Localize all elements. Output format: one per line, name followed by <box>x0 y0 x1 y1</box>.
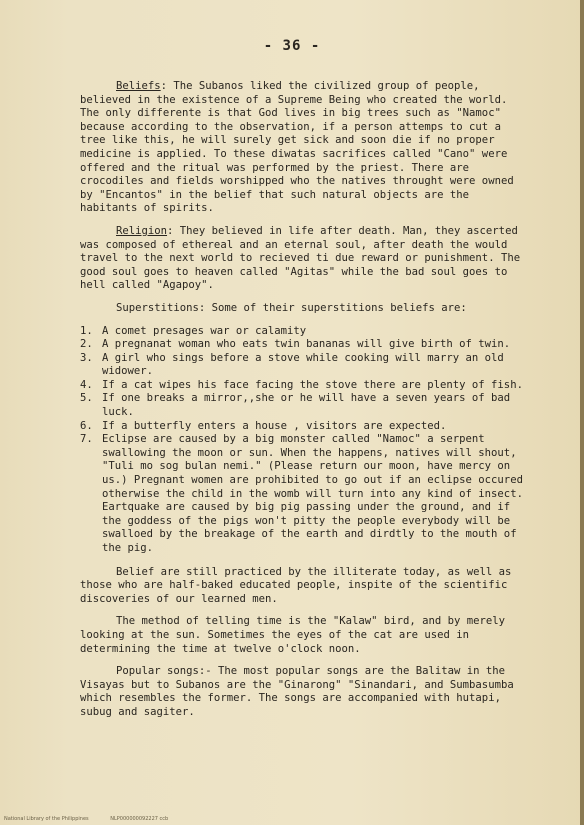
document-body <box>80 80 530 729</box>
list-item-number: 3. <box>80 351 93 364</box>
page-footer <box>4 816 188 822</box>
list-item-text: If a cat wipes his face facing the stove there are plenty of fish. <box>102 378 523 391</box>
list-item <box>80 338 530 352</box>
list-item <box>80 352 530 379</box>
list-item-number: 1. <box>80 324 93 337</box>
list-item-text: If one breaks a mirror,,she or he will have a seven years of bad luck. <box>102 392 511 419</box>
belief-practiced-paragraph: Belief are still practiced by the illiterate today, as well as those who are half-baked educated people, inspite of the scientific discoveries of our learned men. <box>80 565 518 605</box>
list-item-text: If a butterfly enters a house , visitors are expected. <box>102 419 447 432</box>
list-item-number: 2. <box>80 338 93 351</box>
list-item-number: 7. <box>80 433 93 446</box>
religion-paragraph <box>80 225 530 293</box>
list-item-number: 4. <box>80 378 93 391</box>
footer-record-id: NLP000000092227 ccb <box>110 816 169 822</box>
list-item-number: 6. <box>80 419 93 432</box>
footer-library-name: National Library of the Philippines <box>4 816 89 822</box>
beliefs-text: : The Subanos liked the civilized group of people, believed in the existence of a Supreme Being who created the world. The only differente is that God lives in big trees such as "Namoc" because according to the observation, if a person attemps to cut a tree like this, he will surely get sick and soon die if no proper medicine is applied. To these diwatas sacrifices called "Cano" were offered and the ritual was performed by the priest. There are crocodiles and fields worshipped who the natives throught were owned by "Encantos" in the belief that such natural objects are the habitants of spirits. <box>80 80 521 215</box>
beliefs-heading: Beliefs <box>116 80 161 92</box>
list-item-text: A comet presages war or calamity <box>102 324 307 337</box>
superstitions-list <box>80 325 530 556</box>
popular-songs-paragraph: Popular songs:- The most popular songs are the Balitaw in the Visayas but to Subanos are the "Ginarong" "Sinandari, and Sumbasumba which resembles the former. The songs are accompanied with hutapi, subug and sagiter. <box>80 665 521 718</box>
religion-heading: Religion <box>116 224 168 237</box>
beliefs-paragraph <box>80 80 530 216</box>
telling-time-paragraph: The method of telling time is the "Kalaw" bird, and by merely looking at the sun. Sometimes the eyes of the cat are used in determining the time at twelve o'clock noon. <box>80 615 512 655</box>
list-item <box>80 379 530 393</box>
list-item <box>80 325 530 339</box>
list-item <box>80 433 530 555</box>
list-item <box>80 420 530 434</box>
religion-text: : They believed in life after death. Man, they ascerted was composed of ethereal and an eternal soul, after death the would travel to the next world to recieved ti due reward or punishment. The good soul goes to heaven called "Agitas" while the bad soul goes to hell called "Agapoy". <box>80 224 527 292</box>
list-item-number: 5. <box>80 392 93 405</box>
superstitions-intro: Superstitions: Some of their superstitions beliefs are: <box>116 301 467 314</box>
list-item-text: Eclipse are caused by a big monster called "Namoc" a serpent swallowing the moon or sun. When the happens, natives will shout, "Tuli mo sog bulan nemi." (Please return our moon, have mercy on us.) Pregnant women are prohibited to go out if an eclipse occured otherwise the child in the womb will turn into any kind of insect. Eartquake are caused by big pig passing under the ground, and if the goddess of the pigs won't pitty the people everybody will be swalloed by the breakage of the earth and dirdtly to the mouth of the pig. <box>102 433 523 554</box>
page-binding-edge <box>580 0 584 825</box>
page-number: - 36 - <box>263 38 321 54</box>
list-item <box>80 392 530 419</box>
list-item-text: A girl who sings before a stove while cooking will marry an old widower. <box>102 351 504 378</box>
list-item-text: A pregnanat woman who eats twin bananas will give birth of twin. <box>102 338 511 351</box>
